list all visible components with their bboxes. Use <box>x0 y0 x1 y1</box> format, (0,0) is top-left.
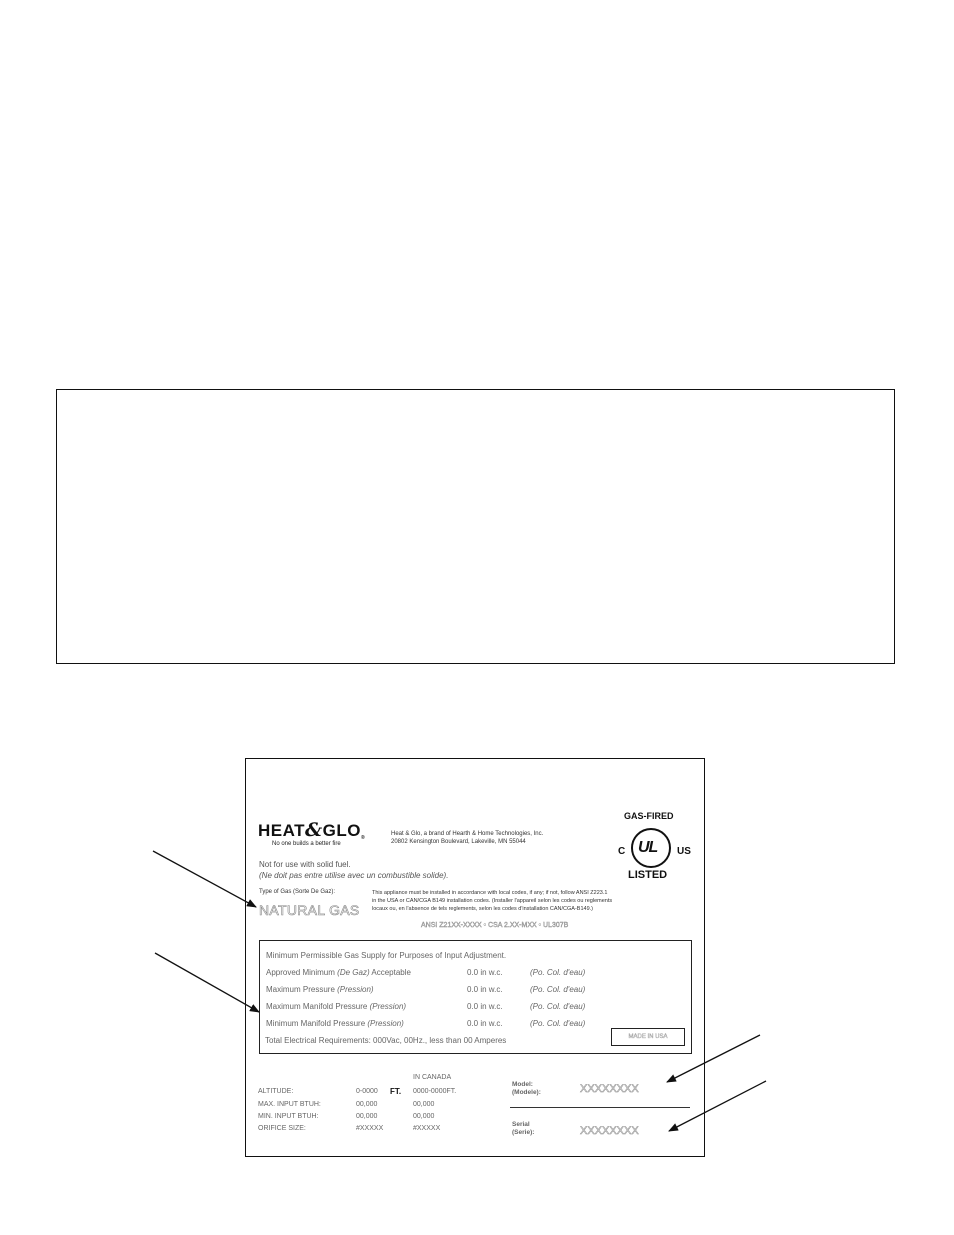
serial-label: Serial (Serie): <box>512 1121 535 1136</box>
model-label: Model: (Modele): <box>512 1081 541 1096</box>
rating-us-value: #XXXXX <box>356 1125 384 1132</box>
rating-label: ORIFICE SIZE: <box>258 1125 306 1132</box>
company-address: Heat & Glo, a brand of Hearth & Home Technologies, Inc. 20802 Kensington Boulevard, Lakeville, MN 55044 <box>391 831 544 845</box>
rating-canada-value: #XXXXX <box>413 1125 441 1132</box>
rating-canada-value: 00,000 <box>413 1101 435 1108</box>
spec-row-value: 0.0 in w.c. <box>467 968 503 977</box>
rating-label: MAX. INPUT BTUH: <box>258 1101 321 1108</box>
gas-fired-text: GAS-FIRED <box>624 811 674 821</box>
made-in-usa-badge: MADE IN USA <box>611 1028 685 1046</box>
serial-value: XXXXXXXX <box>580 1125 639 1137</box>
spec-row-label: Minimum Manifold Pressure (Pression) <box>266 1019 404 1028</box>
installation-notice: This appliance must be installed in accordance with local codes, if any; if not, follow ANSI Z223.1 in the USA or CAN/CGA B149 installation codes. (Installer l'appareil selon les codes ou reglements locaux ou, en l'absence de tels reglements, selon les codes d'installation CAN/CGA-B149.) <box>372 890 613 912</box>
gas-type-label: Type of Gas (Sorte De Gaz): <box>259 889 336 895</box>
gas-supply-callout-arrow <box>155 953 259 1012</box>
spec-row-note: (Po. Col. d'eau) <box>530 1019 586 1028</box>
rating-us-value: 00,000 <box>356 1113 378 1120</box>
electrical-requirements: Total Electrical Requirements: 000Vac, 00Hz., less than 00 Amperes <box>265 1036 507 1045</box>
spec-row-note: (Po. Col. d'eau) <box>530 968 586 977</box>
gas-supply-spec-box <box>259 940 692 1054</box>
canada-header: IN CANADA <box>413 1074 452 1081</box>
model-value: XXXXXXXX <box>580 1083 639 1095</box>
ul-us-text: US <box>677 846 691 857</box>
ul-text: UL <box>638 839 658 856</box>
spec-title: Minimum Permissible Gas Supply for Purposes of Input Adjustment. <box>266 951 507 960</box>
rating-canada-value: 0000-0000FT. <box>413 1088 457 1095</box>
notice-box <box>56 389 895 664</box>
spec-row-note: (Po. Col. d'eau) <box>530 985 586 994</box>
rating-plate <box>245 758 705 1157</box>
rating-canada-value: 00,000 <box>413 1113 435 1120</box>
spec-row-value: 0.0 in w.c. <box>467 1002 503 1011</box>
listed-text: LISTED <box>628 869 668 881</box>
rating-us-value: 00,000 <box>356 1101 378 1108</box>
gas-type-value: NATURAL GAS <box>259 902 360 918</box>
solid-fuel-warning: Not for use with solid fuel. <box>259 860 351 869</box>
spec-row-label: Maximum Pressure (Pression) <box>266 985 374 994</box>
brand-tagline: No one builds a better fire <box>272 841 341 847</box>
spec-row-value: 0.0 in w.c. <box>467 1019 503 1028</box>
spec-row-value: 0.0 in w.c. <box>467 985 503 994</box>
ft-unit: FT. <box>390 1087 402 1096</box>
rating-label: ALTITUDE: <box>258 1088 294 1095</box>
rating-us-value: 0-0000 <box>356 1088 378 1095</box>
rating-label: MIN. INPUT BTUH: <box>258 1113 319 1120</box>
gas-type-callout-arrow <box>153 851 256 907</box>
standards-line: ANSI Z21XX-XXXX • CSA 2.XX-MXX • UL307B <box>421 922 569 929</box>
ul-listed-mark <box>614 809 694 885</box>
spec-row-label: Approved Minimum (De Gaz) Acceptable <box>266 968 411 977</box>
spec-row-note: (Po. Col. d'eau) <box>530 1002 586 1011</box>
solid-fuel-warning-fr: (Ne doit pas entre utilise avec un combustible solide). <box>259 871 449 880</box>
spec-row-label: Maximum Manifold Pressure (Pression) <box>266 1002 407 1011</box>
model-serial-divider <box>510 1107 690 1108</box>
heat-glo-logo: HEAT&GLO® <box>258 819 366 841</box>
ul-c-text: C <box>618 846 626 857</box>
